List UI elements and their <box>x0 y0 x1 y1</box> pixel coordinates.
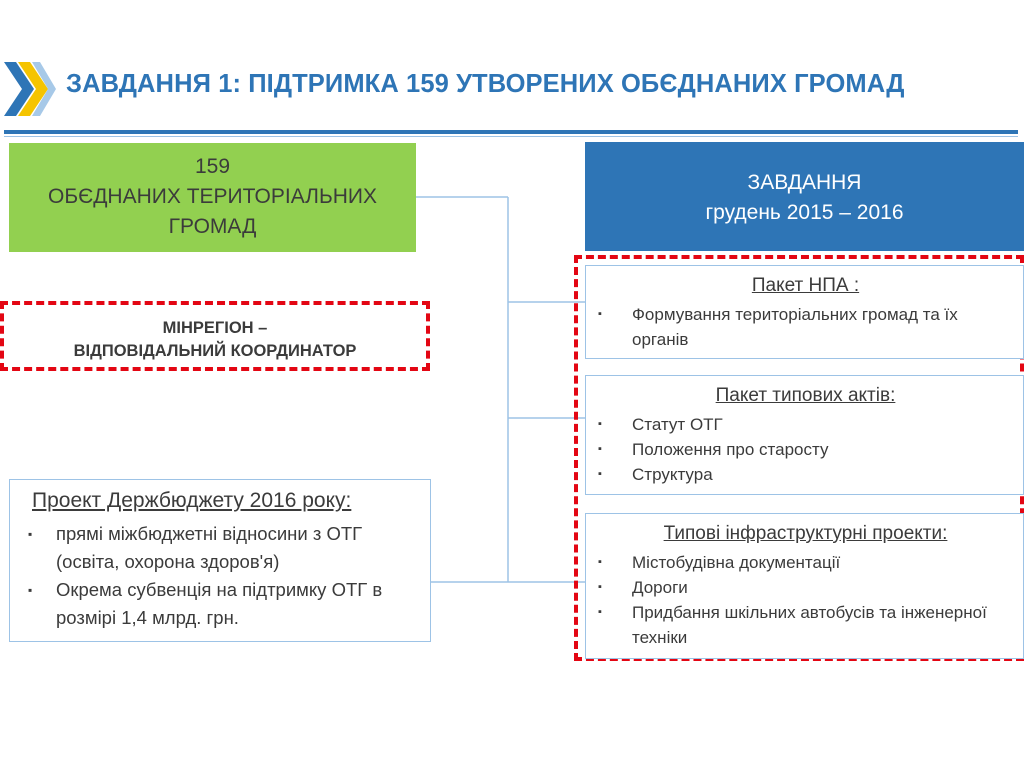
task-list <box>596 550 1015 650</box>
communities-line2: ОБЄДНАНИХ ТЕРИТОРІАЛЬНИХ <box>48 185 377 208</box>
list-item-text: Дороги <box>632 578 688 597</box>
budget-heading: Проект Держбюджету 2016 року: <box>32 489 352 512</box>
task-list <box>596 412 1015 487</box>
list-item-text: Формування територіальних громад та їх органів <box>632 305 958 349</box>
tasks-header <box>585 142 1024 251</box>
task-box-npa <box>585 265 1024 359</box>
slide-title: ЗАВДАННЯ 1: ПІДТРИМКА 159 УТВОРЕНИХ ОБЄДНАНИХ ГРОМАД <box>66 70 905 98</box>
communities-count: 159 <box>194 155 231 178</box>
bullet-icon: ▪ <box>598 443 602 455</box>
list-item <box>28 520 420 576</box>
coordinator-line1: МІНРЕГІОН – <box>162 319 268 337</box>
list-item <box>28 576 420 632</box>
budget-box <box>9 479 431 642</box>
list-item-text: прямі міжбюджетні відносини з ОТГ (освіта, охорона здоров'я) <box>56 523 363 572</box>
bullet-icon: ▪ <box>598 556 602 568</box>
communities-box <box>9 143 416 252</box>
tasks-header-title: ЗАВДАННЯ <box>747 171 862 194</box>
list-item <box>596 412 1015 437</box>
chevron-arrows-logo-icon <box>4 58 56 120</box>
task-box-typical-acts <box>585 375 1024 495</box>
list-item <box>596 550 1015 575</box>
list-item-text: Придбання шкільних автобусів та інженерної техніки <box>632 603 987 647</box>
bullet-icon: ▪ <box>598 581 602 593</box>
list-item-text: Містобудівна документації <box>632 553 841 572</box>
bullet-icon: ▪ <box>598 468 602 480</box>
bullet-icon: ▪ <box>28 583 33 597</box>
task-heading: Пакет НПА : <box>751 275 860 296</box>
task-box-infrastructure <box>585 513 1024 659</box>
bullet-icon: ▪ <box>28 527 33 541</box>
list-item-text: Положення про старосту <box>632 440 829 459</box>
coordinator-box <box>0 301 430 371</box>
list-item <box>596 302 1015 352</box>
bullet-icon: ▪ <box>598 418 602 430</box>
bullet-icon: ▪ <box>598 606 602 618</box>
title-divider <box>4 130 1018 134</box>
task-list <box>596 302 1015 352</box>
communities-line3: ГРОМАД <box>168 215 257 238</box>
budget-list <box>28 520 420 632</box>
list-item-text: Окрема субвенція на підтримку ОТГ в розмірі 1,4 млрд. грн. <box>56 579 383 628</box>
task-heading: Пакет типових актів: <box>715 385 896 406</box>
list-item <box>596 437 1015 462</box>
list-item <box>596 600 1015 650</box>
list-item <box>596 575 1015 600</box>
task-heading: Типові інфраструктурні проекти: <box>663 523 948 544</box>
list-item-text: Структура <box>632 465 713 484</box>
list-item-text: Статут ОТГ <box>632 415 723 434</box>
title-divider-thin <box>4 136 1018 137</box>
bullet-icon: ▪ <box>598 308 602 320</box>
list-item <box>596 462 1015 487</box>
coordinator-line2: ВІДПОВІДАЛЬНИЙ КООРДИНАТОР <box>73 342 357 360</box>
tasks-header-period: грудень 2015 – 2016 <box>705 201 904 224</box>
